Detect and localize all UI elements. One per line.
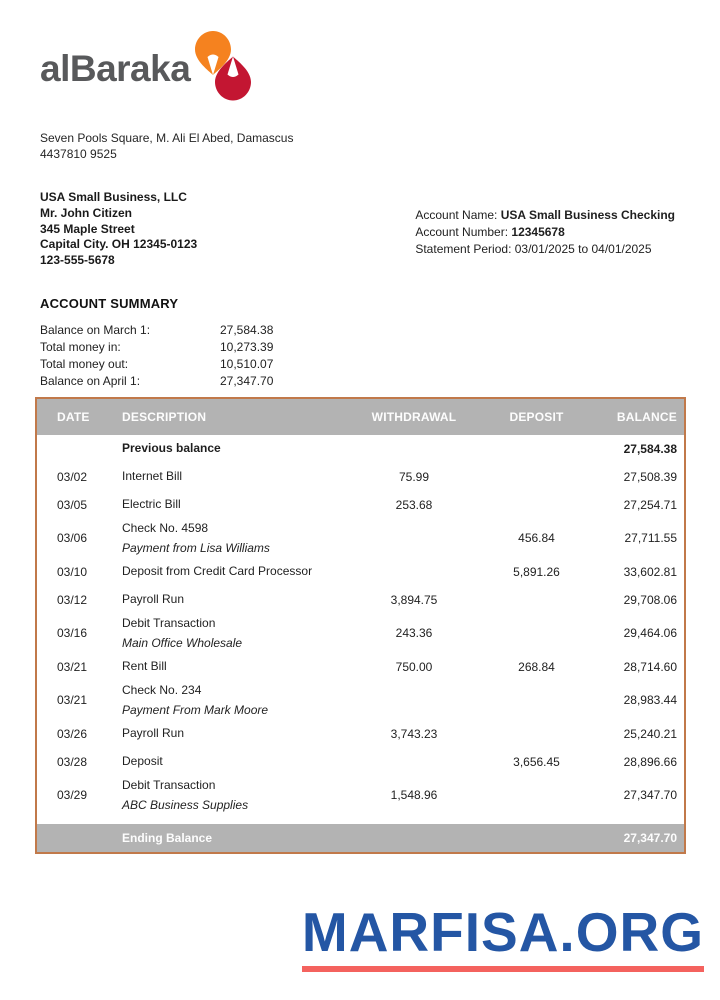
cell-balance: 27,508.39 [623, 469, 677, 484]
header-deposit: DEPOSIT [509, 409, 564, 424]
ending-balance-value: 27,347.70 [623, 830, 677, 845]
cell-deposit: 3,656.45 [513, 754, 560, 769]
cell-date: 03/16 [57, 626, 88, 641]
cell-description [122, 683, 339, 718]
header-date: DATE [57, 409, 90, 424]
cell-description [122, 592, 339, 607]
header-description: DESCRIPTION [122, 409, 207, 424]
transactions-body [37, 435, 684, 815]
account-summary-title: ACCOUNT SUMMARY [40, 295, 179, 311]
customer-phone: 123-555-5678 [40, 253, 115, 268]
cell-date: 03/10 [57, 564, 88, 579]
cell-balance: 29,708.06 [623, 592, 677, 607]
cell-balance: 28,714.60 [623, 659, 677, 674]
bank-address [40, 130, 686, 162]
bank-address-line1: Seven Pools Square, M. Ali El Abed, Damascus [40, 131, 294, 145]
cell-balance: 27,254.71 [623, 497, 677, 512]
cell-balance: 27,347.70 [623, 788, 677, 803]
transaction-description: Payroll Run [122, 592, 185, 607]
transaction-description: Rent Bill [122, 659, 167, 674]
table-row [37, 748, 684, 776]
table-header [37, 399, 684, 435]
cell-deposit: 5,891.26 [513, 564, 560, 579]
summary-label: Balance on April 1: [40, 373, 141, 388]
summary-value: 10,273.39 [220, 339, 274, 354]
transaction-description: Electric Bill [122, 497, 181, 512]
statement-period-value: 03/01/2025 to 04/01/2025 [514, 242, 652, 256]
ending-balance-label: Ending Balance [122, 830, 213, 845]
table-row [37, 586, 684, 614]
transaction-description: Deposit [122, 754, 163, 769]
statement-period-label: Statement Period: [415, 242, 515, 256]
customer-company: USA Small Business, LLC [40, 190, 187, 204]
cell-balance: 33,602.81 [623, 564, 677, 579]
transaction-description: Deposit from Credit Card Processor [122, 564, 313, 579]
account-name-label: Account Name: [415, 208, 501, 222]
table-row [37, 653, 684, 681]
cell-withdrawal: 3,743.23 [390, 726, 438, 741]
table-row [37, 614, 684, 653]
cell-withdrawal: 3,894.75 [390, 592, 438, 607]
cell-withdrawal: 243.36 [395, 626, 433, 641]
bank-logo [40, 28, 686, 100]
cell-description [122, 469, 339, 484]
cell-balance: 28,896.66 [623, 754, 677, 769]
site-watermark-text: MARFISA.ORG [301, 901, 704, 963]
table-row [37, 435, 684, 463]
table-row [37, 558, 684, 586]
cell-withdrawal: 75.99 [398, 469, 430, 484]
header-balance: BALANCE [616, 409, 677, 424]
summary-label: Total money in: [40, 339, 121, 354]
summary-row [40, 322, 686, 339]
transaction-description: Debit Transaction [122, 777, 216, 792]
cell-date: 03/29 [57, 788, 88, 803]
cell-date: 03/21 [57, 659, 88, 674]
cell-description [122, 616, 339, 651]
summary-label: Total money out: [40, 356, 129, 371]
table-row [37, 776, 684, 815]
summary-row [40, 339, 686, 356]
transaction-description: Check No. 4598 [122, 520, 209, 535]
cell-description [122, 754, 339, 769]
account-info-block [415, 207, 686, 269]
cell-balance: 29,464.06 [623, 626, 677, 641]
cell-balance: 28,983.44 [623, 693, 677, 708]
transaction-subdescription: Main Office Wholesale [122, 635, 243, 650]
summary-row [40, 356, 686, 373]
cell-balance: 27,711.55 [624, 531, 677, 546]
cell-date: 03/06 [57, 531, 88, 546]
table-row [37, 720, 684, 748]
cell-withdrawal: 1,548.96 [390, 788, 438, 803]
customer-street: 345 Maple Street [40, 221, 135, 236]
cell-date: 03/05 [57, 497, 88, 512]
summary-value: 27,584.38 [220, 322, 274, 337]
cell-description [122, 726, 339, 741]
account-number-value: 12345678 [511, 225, 565, 239]
ending-balance-row [37, 824, 684, 852]
statement-period-row [415, 241, 675, 258]
cell-deposit: 456.84 [518, 531, 555, 546]
cell-date: 03/28 [57, 754, 88, 769]
table-row [37, 491, 684, 519]
cell-date: 03/12 [57, 592, 88, 607]
cell-date: 03/02 [57, 469, 88, 484]
table-row [37, 519, 684, 558]
cell-description [122, 521, 339, 556]
transaction-description: Previous balance [122, 441, 221, 456]
summary-row [40, 373, 686, 390]
customer-block [40, 190, 197, 269]
summary-value: 27,347.70 [220, 373, 274, 388]
flame-icon [192, 30, 254, 107]
account-number-row [415, 224, 675, 241]
cell-description [122, 778, 339, 813]
watermark-underline [302, 966, 704, 972]
transaction-subdescription: ABC Business Supplies [122, 797, 249, 812]
transaction-description: Internet Bill [122, 469, 183, 484]
bank-logo-text: alBaraka [40, 48, 191, 89]
header-withdrawal: WITHDRAWAL [371, 409, 457, 424]
statement-info-row [40, 190, 686, 269]
table-row [37, 681, 684, 720]
cell-description [122, 659, 339, 674]
transaction-subdescription: Payment from Lisa Williams [122, 540, 270, 555]
customer-city: Capital City. OH 12345-0123 [40, 237, 198, 252]
cell-date: 03/21 [57, 693, 88, 708]
transaction-subdescription: Payment From Mark Moore [122, 702, 269, 717]
account-name-value: USA Small Business Checking [500, 208, 675, 222]
account-name-row [415, 207, 675, 224]
cell-description [122, 564, 339, 579]
bank-address-line2: 4437810 9525 [40, 147, 117, 161]
cell-withdrawal: 253.68 [395, 497, 433, 512]
cell-description [122, 497, 339, 512]
account-summary [40, 296, 686, 390]
cell-balance: 25,240.21 [623, 726, 677, 741]
cell-date: 03/26 [57, 726, 88, 741]
site-watermark [301, 901, 704, 972]
cell-description [122, 441, 339, 456]
transactions-table [35, 397, 686, 854]
account-summary-rows [40, 322, 686, 390]
summary-label: Balance on March 1: [40, 322, 151, 337]
cell-withdrawal: 750.00 [395, 659, 433, 674]
transaction-description: Payroll Run [122, 726, 185, 741]
transaction-description: Check No. 234 [122, 682, 202, 697]
cell-deposit: 268.84 [518, 659, 555, 674]
summary-value: 10,510.07 [220, 356, 274, 371]
transaction-description: Debit Transaction [122, 615, 216, 630]
account-number-label: Account Number: [415, 225, 512, 239]
cell-balance: 27,584.38 [623, 441, 677, 456]
customer-name: Mr. John Citizen [40, 205, 133, 220]
table-row [37, 463, 684, 491]
